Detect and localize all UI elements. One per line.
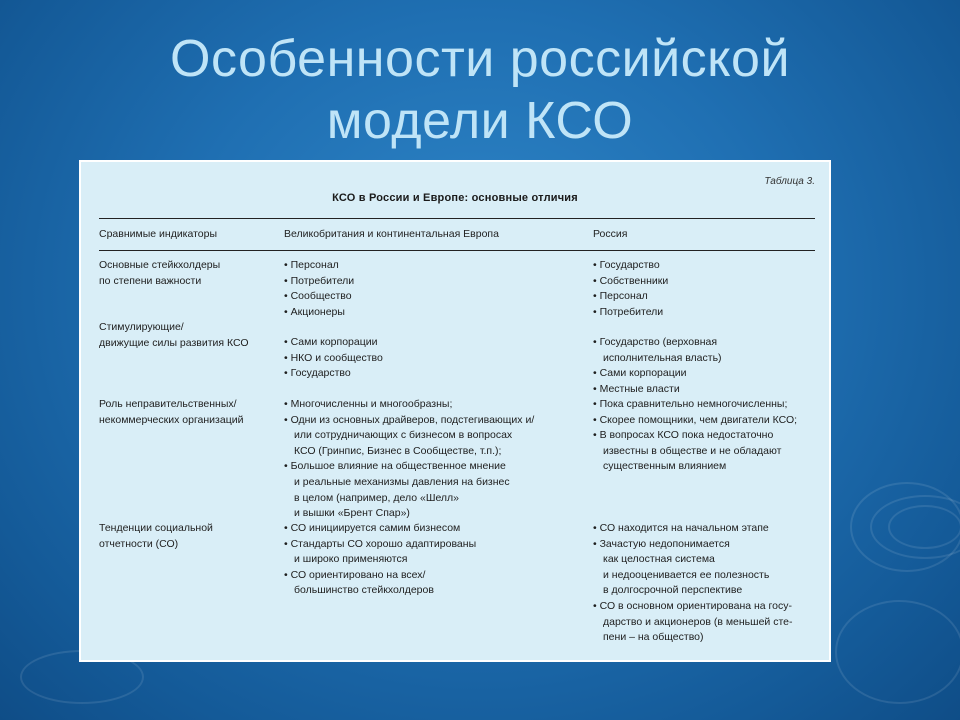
- column-header-indicators: Сравнимые индикаторы: [99, 228, 218, 240]
- table-rule-header: [99, 250, 815, 251]
- table-number: Таблица 3.: [764, 176, 815, 187]
- cell-europe: [284, 397, 574, 522]
- cell-line: • Зачастую недопонимается: [593, 537, 730, 550]
- cell-indicator: [99, 397, 274, 428]
- cell-line: дарство и акционеров (в меньшей сте-: [603, 615, 793, 628]
- cell-line: • Скорее помощники, чем двигатели КСО;: [593, 413, 798, 426]
- slide-title-line-1: Особенности российской: [170, 30, 790, 88]
- cell-line: отчетности (СО): [99, 537, 179, 550]
- cell-line: некоммерческих организаций: [99, 413, 244, 426]
- cell-indicator: [99, 320, 274, 351]
- cell-indicator: [99, 258, 274, 289]
- cell-line: в долгосрочной перспективе: [603, 584, 743, 597]
- cell-line: • В вопросах КСО пока недостаточно: [593, 429, 774, 442]
- cell-line: Основные стейкхолдеры: [99, 259, 221, 271]
- cell-line: • Потребители: [284, 274, 355, 287]
- slide-title-line-2: модели КСО: [326, 92, 634, 150]
- cell-line: движущие силы развития КСО: [99, 336, 249, 349]
- cell-line: • Государство (верховная: [593, 336, 718, 348]
- cell-line: и реальные механизмы давления на бизнес: [294, 475, 510, 488]
- cell-line: • Сами корпорации: [284, 336, 378, 348]
- cell-line: • Акционеры: [284, 305, 345, 318]
- table-caption: КСО в России и Европе: основные отличия: [332, 192, 578, 204]
- cell-line: известны в обществе и не обладают: [603, 444, 782, 457]
- cell-line: и вышки «Брент Спар»): [294, 507, 410, 520]
- cell-line: Роль неправительственных/: [99, 398, 237, 410]
- cell-line: как целостная система: [603, 553, 715, 566]
- cell-line: • НКО и сообщество: [284, 351, 383, 364]
- column-header-europe: Великобритания и континентальная Европа: [284, 228, 499, 240]
- cell-line: • Большое влияние на общественное мнение: [284, 460, 506, 473]
- comparison-table: [79, 160, 831, 662]
- cell-line: • Государство: [284, 367, 351, 380]
- table-rule-top: [99, 218, 815, 219]
- cell-line: • Собственники: [593, 274, 669, 287]
- cell-europe: [284, 335, 574, 382]
- cell-line: • Одни из основных драйверов, подстегивающих и/: [284, 413, 535, 426]
- cell-line: • СО находится на начальном этапе: [593, 522, 769, 534]
- cell-line: • Персонал: [284, 259, 339, 271]
- cell-line: существенным влиянием: [603, 460, 727, 473]
- cell-line: • Сами корпорации: [593, 367, 687, 380]
- cell-line: • Государство: [593, 259, 660, 271]
- cell-europe: [284, 258, 574, 320]
- cell-line: по степени важности: [99, 274, 202, 287]
- cell-line: • Стандарты СО хорошо адаптированы: [284, 537, 477, 550]
- cell-line: и недооценивается ее полезность: [603, 568, 770, 581]
- cell-russia: [593, 335, 823, 397]
- cell-line: большинство стейкхолдеров: [294, 584, 434, 597]
- ripple-decoration: [835, 600, 960, 704]
- cell-line: • СО в основном ориентирована на госу-: [593, 599, 792, 612]
- cell-line: • Многочисленны и многообразны;: [284, 398, 453, 410]
- cell-line: • СО ориентировано на всех/: [284, 568, 426, 581]
- cell-russia: [593, 397, 823, 475]
- cell-line: пени – на общество): [603, 631, 704, 644]
- cell-line: или сотрудничающих с бизнесом в вопросах: [294, 429, 513, 442]
- cell-line: Тенденции социальной: [99, 522, 213, 534]
- cell-line: • Персонал: [593, 290, 648, 303]
- ripple-decoration: [850, 482, 960, 572]
- column-header-russia: Россия: [593, 228, 628, 240]
- cell-europe: [284, 521, 574, 599]
- cell-line: в целом (например, дело «Шелл»: [294, 491, 460, 504]
- cell-line: • Сообщество: [284, 290, 352, 303]
- slide-title: [0, 28, 960, 152]
- cell-line: • Потребители: [593, 305, 664, 318]
- cell-line: • Пока сравнительно немногочисленны;: [593, 398, 788, 410]
- cell-russia: [593, 521, 823, 646]
- cell-line: Стимулирующие/: [99, 321, 184, 333]
- cell-line: и широко применяются: [294, 553, 408, 566]
- cell-line: КСО (Гринпис, Бизнес в Сообществе, т.п.);: [294, 444, 502, 457]
- cell-line: • СО инициируется самим бизнесом: [284, 522, 461, 534]
- cell-line: • Местные власти: [593, 382, 680, 395]
- cell-russia: [593, 258, 823, 320]
- cell-indicator: [99, 521, 274, 552]
- cell-line: исполнительная власть): [603, 351, 722, 364]
